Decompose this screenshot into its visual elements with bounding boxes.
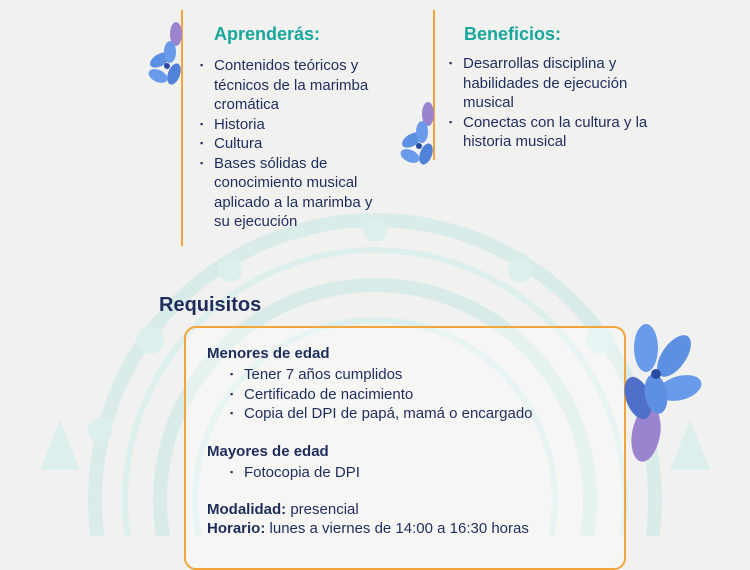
schedule-value: lunes a viernes de 14:00 a 16:30 horas: [269, 520, 529, 537]
list-item: ▪ Copia del DPI de papá, mamá o encargado: [230, 404, 610, 424]
modality-label: Modalidad:: [207, 501, 287, 518]
benefits-title: Beneficios:: [464, 24, 562, 44]
list-item: ▪ Fotocopia de DPI: [230, 463, 530, 483]
list-item: ▪ Conectas con la cultura y la historia musical: [449, 113, 649, 152]
blue-flower-icon: [146, 22, 186, 92]
learn-list: [200, 56, 390, 232]
blue-flower-icon: [398, 102, 438, 172]
adults-list: [230, 463, 530, 483]
list-item: ▪ Tener 7 años cumplidos: [230, 365, 610, 385]
benefits-list: [449, 54, 649, 152]
modality-value: presencial: [290, 501, 359, 518]
requirements-title: Requisitos: [159, 294, 262, 316]
list-item: ▪ Contenidos teóricos y técnicos de la marimba cromática: [200, 56, 390, 115]
adults-title: Mayores de edad: [207, 443, 329, 460]
schedule-line: [207, 520, 529, 537]
blue-flower-icon: [618, 322, 702, 467]
minors-title: Menores de edad: [207, 345, 330, 362]
minors-list: [230, 365, 610, 424]
list-item: ▪ Certificado de nacimiento: [230, 385, 610, 405]
list-item: ▪ Bases sólidas de conocimiento musical aplicado a la marimba y su ejecución: [200, 154, 390, 232]
list-item: ▪ Historia: [200, 115, 390, 135]
modality-line: [207, 501, 359, 518]
list-item: ▪ Cultura: [200, 134, 390, 154]
list-item: ▪ Desarrollas disciplina y habilidades de ejecución musical: [449, 54, 649, 113]
learn-title: Aprenderás:: [214, 24, 321, 44]
schedule-label: Horario:: [207, 520, 266, 537]
